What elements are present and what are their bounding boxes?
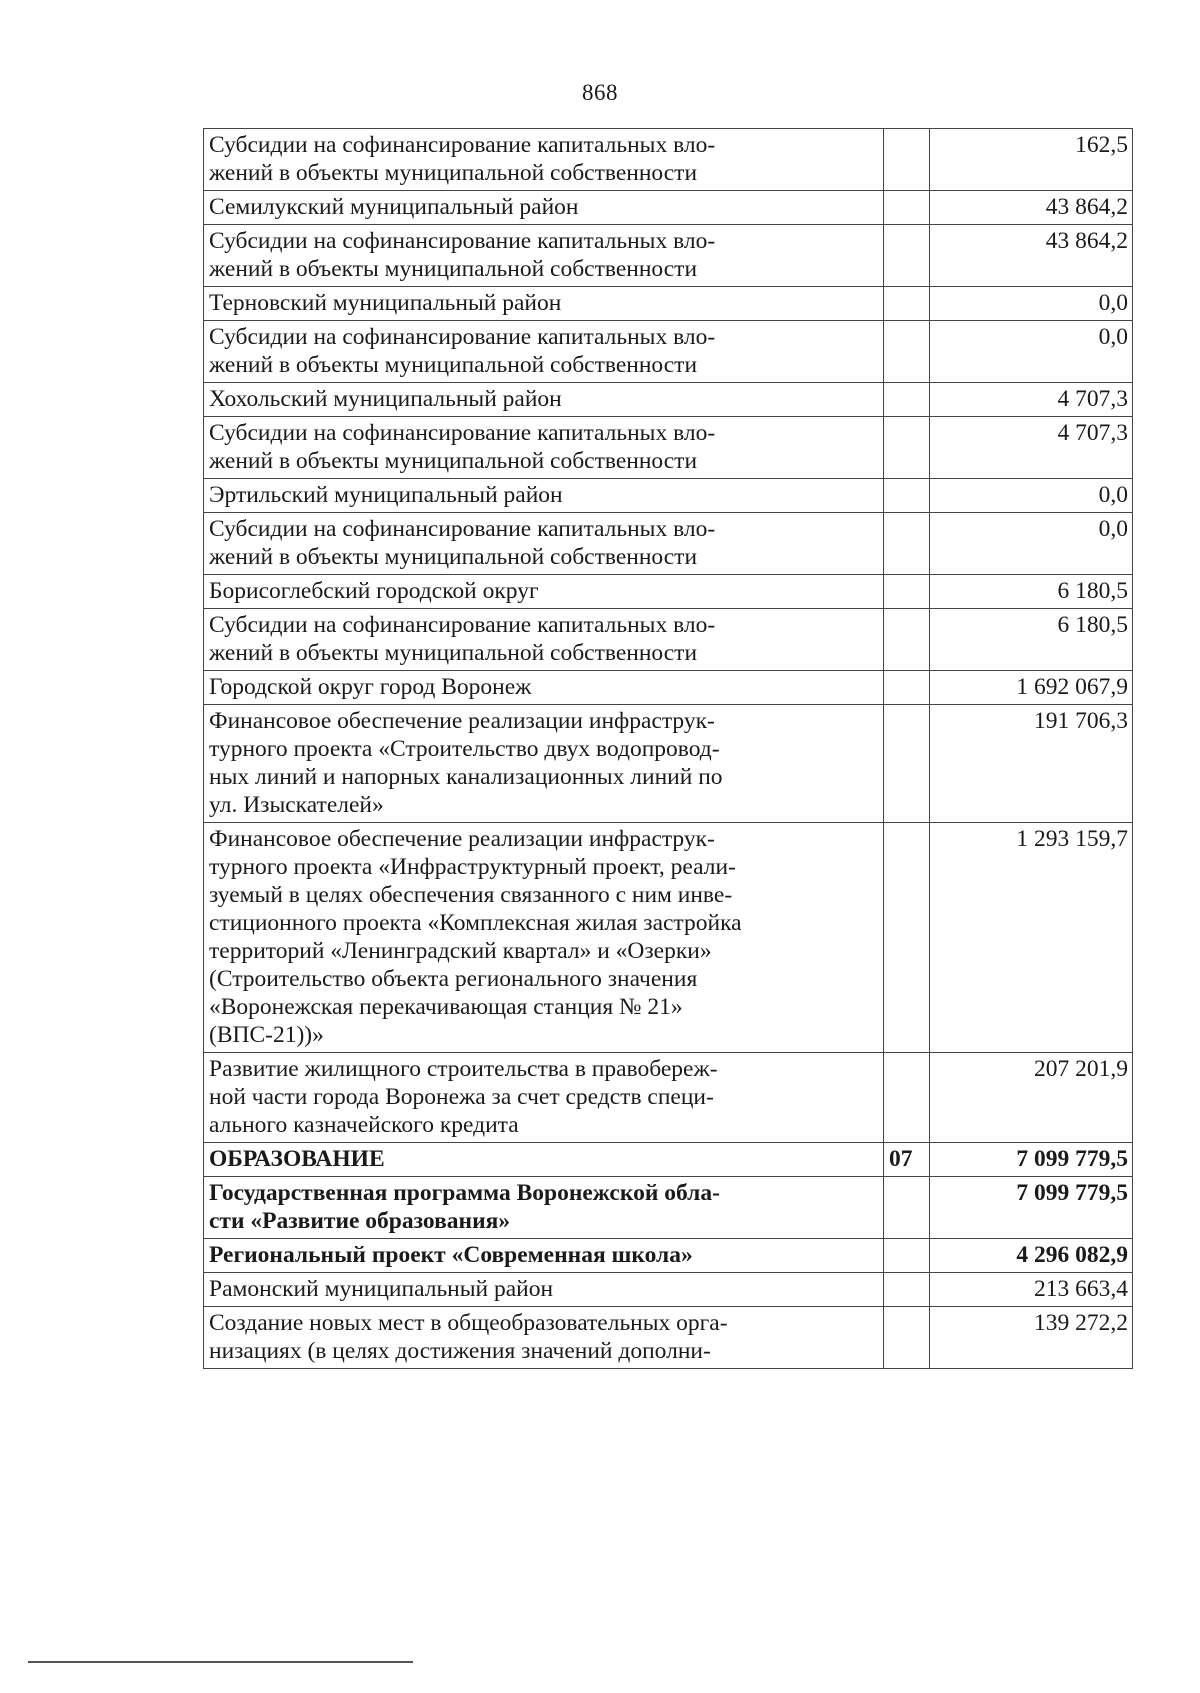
table-row bbox=[204, 705, 1133, 823]
table-body bbox=[204, 129, 1133, 1369]
row-value-cell: 191 706,3 bbox=[930, 705, 1133, 823]
table-row bbox=[204, 671, 1133, 705]
row-value-cell: 6 180,5 bbox=[930, 575, 1133, 609]
table-row bbox=[204, 609, 1133, 671]
row-code-cell bbox=[884, 1053, 930, 1143]
row-code-cell bbox=[884, 321, 930, 383]
table-row bbox=[204, 129, 1133, 191]
row-name-cell: Субсидии на софинансирование капитальных вло- жений в объекты муниципальной собственности bbox=[204, 321, 884, 383]
row-name-cell: Эртильский муниципальный район bbox=[204, 479, 884, 513]
row-name-cell: Рамонский муниципальный район bbox=[204, 1273, 884, 1307]
row-value-cell: 1 692 067,9 bbox=[930, 671, 1133, 705]
row-name-cell: Создание новых мест в общеобразовательных орга- низациях (в целях достижения значений дополни- bbox=[204, 1307, 884, 1369]
row-name-cell: Субсидии на софинансирование капитальных вло- жений в объекты муниципальной собственности bbox=[204, 513, 884, 575]
row-name-cell: Субсидии на софинансирование капитальных вло- жений в объекты муниципальной собственности bbox=[204, 417, 884, 479]
row-name-cell: Финансовое обеспечение реализации инфраструк- турного проекта «Строительство двух водопровод- ных линий и напорных канализационных линий по ул. Изыскателей» bbox=[204, 705, 884, 823]
row-value-cell: 1 293 159,7 bbox=[930, 823, 1133, 1053]
row-value-cell: 0,0 bbox=[930, 287, 1133, 321]
table-row bbox=[204, 1239, 1133, 1273]
row-value-cell: 6 180,5 bbox=[930, 609, 1133, 671]
row-name-cell: Государственная программа Воронежской обла- сти «Развитие образования» bbox=[204, 1177, 884, 1239]
row-code-cell bbox=[884, 1307, 930, 1369]
table-row bbox=[204, 479, 1133, 513]
table-row bbox=[204, 383, 1133, 417]
row-value-cell: 43 864,2 bbox=[930, 225, 1133, 287]
row-value-cell: 4 707,3 bbox=[930, 383, 1133, 417]
budget-table bbox=[203, 128, 1133, 1369]
table-row bbox=[204, 823, 1133, 1053]
row-value-cell: 0,0 bbox=[930, 513, 1133, 575]
row-code-cell bbox=[884, 479, 930, 513]
row-code-cell bbox=[884, 1273, 930, 1307]
row-name-cell: Региональный проект «Современная школа» bbox=[204, 1239, 884, 1273]
row-value-cell: 162,5 bbox=[930, 129, 1133, 191]
table-row bbox=[204, 1177, 1133, 1239]
row-name-cell: Финансовое обеспечение реализации инфраструк- турного проекта «Инфраструктурный проект, реали- зуемый в целях обеспечения связанного с ним инве- стиционного проекта «Комплексная жилая застройка территорий «Ленинградский квартал» и «Озерки» (Строительство объекта регионального значения «Воронежская перекачивающая станция № 21» (ВПС-21))» bbox=[204, 823, 884, 1053]
row-code-cell bbox=[884, 609, 930, 671]
row-code-cell bbox=[884, 383, 930, 417]
table-row bbox=[204, 1143, 1133, 1177]
page-number: 868 bbox=[582, 80, 618, 105]
row-value-cell: 7 099 779,5 bbox=[930, 1177, 1133, 1239]
row-name-cell: Семилукский муниципальный район bbox=[204, 191, 884, 225]
table-row bbox=[204, 321, 1133, 383]
row-value-cell: 7 099 779,5 bbox=[930, 1143, 1133, 1177]
row-code-cell bbox=[884, 1177, 930, 1239]
row-code-cell bbox=[884, 513, 930, 575]
row-code-cell bbox=[884, 705, 930, 823]
row-name-cell: Терновский муниципальный район bbox=[204, 287, 884, 321]
row-value-cell: 207 201,9 bbox=[930, 1053, 1133, 1143]
row-name-cell: Субсидии на софинансирование капитальных вло- жений в объекты муниципальной собственности bbox=[204, 129, 884, 191]
row-code-cell bbox=[884, 417, 930, 479]
row-name-cell: Борисоглебский городской округ bbox=[204, 575, 884, 609]
row-code-cell bbox=[884, 191, 930, 225]
row-name-cell: Развитие жилищного строительства в правобереж- ной части города Воронежа за счет средств специ- ального казначейского кредита bbox=[204, 1053, 884, 1143]
row-value-cell: 4 296 082,9 bbox=[930, 1239, 1133, 1273]
row-code-cell bbox=[884, 671, 930, 705]
row-code-cell bbox=[884, 823, 930, 1053]
row-code-cell bbox=[884, 1239, 930, 1273]
table-row bbox=[204, 417, 1133, 479]
row-name-cell: Субсидии на софинансирование капитальных вло- жений в объекты муниципальной собственности bbox=[204, 609, 884, 671]
table-row bbox=[204, 287, 1133, 321]
table-row bbox=[204, 1053, 1133, 1143]
row-code-cell bbox=[884, 225, 930, 287]
row-value-cell: 0,0 bbox=[930, 321, 1133, 383]
table-row bbox=[204, 1307, 1133, 1369]
footnote-divider bbox=[28, 1661, 413, 1663]
table-row bbox=[204, 1273, 1133, 1307]
row-code-cell: 07 bbox=[884, 1143, 930, 1177]
row-value-cell: 43 864,2 bbox=[930, 191, 1133, 225]
row-value-cell: 0,0 bbox=[930, 479, 1133, 513]
table-row bbox=[204, 513, 1133, 575]
row-code-cell bbox=[884, 287, 930, 321]
row-value-cell: 4 707,3 bbox=[930, 417, 1133, 479]
table-row bbox=[204, 225, 1133, 287]
row-code-cell bbox=[884, 129, 930, 191]
row-name-cell: Хохольский муниципальный район bbox=[204, 383, 884, 417]
row-code-cell bbox=[884, 575, 930, 609]
row-name-cell: ОБРАЗОВАНИЕ bbox=[204, 1143, 884, 1177]
table-row bbox=[204, 575, 1133, 609]
row-name-cell: Субсидии на софинансирование капитальных вло- жений в объекты муниципальной собственности bbox=[204, 225, 884, 287]
row-value-cell: 213 663,4 bbox=[930, 1273, 1133, 1307]
row-name-cell: Городской округ город Воронеж bbox=[204, 671, 884, 705]
row-value-cell: 139 272,2 bbox=[930, 1307, 1133, 1369]
table-row bbox=[204, 191, 1133, 225]
